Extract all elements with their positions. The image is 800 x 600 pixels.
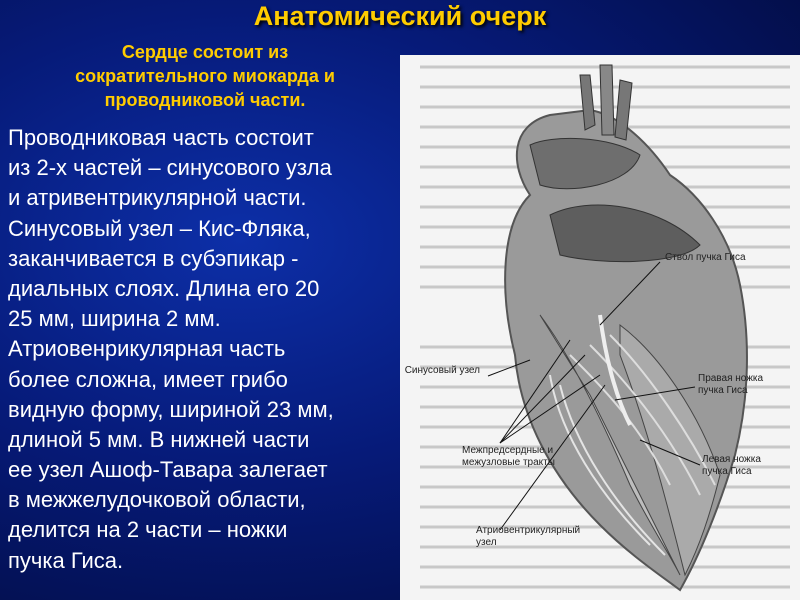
subtitle-line: Сердце состоит из [121, 42, 289, 62]
label-left-bundle-2: пучка Гиса [702, 466, 752, 477]
label-left-bundle: Левая ножка [702, 454, 761, 465]
body-line: 25 мм, ширина 2 мм. [8, 306, 221, 332]
slide-subtitle [20, 40, 390, 112]
subtitle-line: проводниковой части. [104, 90, 306, 110]
body-line: более сложна, имеет грибо [8, 366, 288, 392]
label-his-trunk: Ствол пучка Гиса [665, 252, 746, 263]
label-interatrial-2: межузловые тракты [462, 457, 555, 468]
body-text [8, 123, 403, 576]
slide-title: Анатомический очерк [253, 1, 547, 31]
body-line: и атривентрикулярной части. [8, 185, 307, 211]
label-interatrial: Межпредсердные и [462, 445, 554, 456]
body-line: Проводниковая часть состоит [8, 125, 314, 150]
body-line: заканчивается в субэпикар - [8, 245, 299, 271]
heart-shape [505, 65, 747, 590]
body-line: диальных слоях. Длина его 20 [8, 275, 320, 301]
body-line: делится на 2 части – ножки [8, 517, 288, 543]
label-av-node: Атриовентрикулярный [476, 525, 581, 536]
label-right-bundle-2: пучка Гиса [698, 385, 748, 396]
body-line: пучка Гиса. [8, 547, 124, 573]
heart-illustration [400, 55, 800, 600]
body-line: Атриовенрикулярная часть [8, 336, 286, 362]
heart-conduction-figure [400, 55, 800, 600]
body-line: в межжелудочковой области, [8, 487, 306, 513]
body-line: Синусовый узел – Кис-Фляка, [8, 215, 311, 241]
subtitle-line: сократительного миокарда и [75, 66, 335, 86]
body-line: из 2-х частей – синусового узла [8, 155, 332, 181]
label-right-bundle: Правая ножка [698, 373, 764, 384]
body-line: длиной 5 мм. В нижней части [8, 426, 310, 452]
body-line: ее узел Ашоф-Тавара залегает [8, 457, 328, 483]
label-sinus-node: Синусовый узел [404, 365, 480, 376]
body-line: видную форму, шириной 23 мм, [8, 396, 334, 422]
label-av-node-2: узел [476, 537, 497, 548]
